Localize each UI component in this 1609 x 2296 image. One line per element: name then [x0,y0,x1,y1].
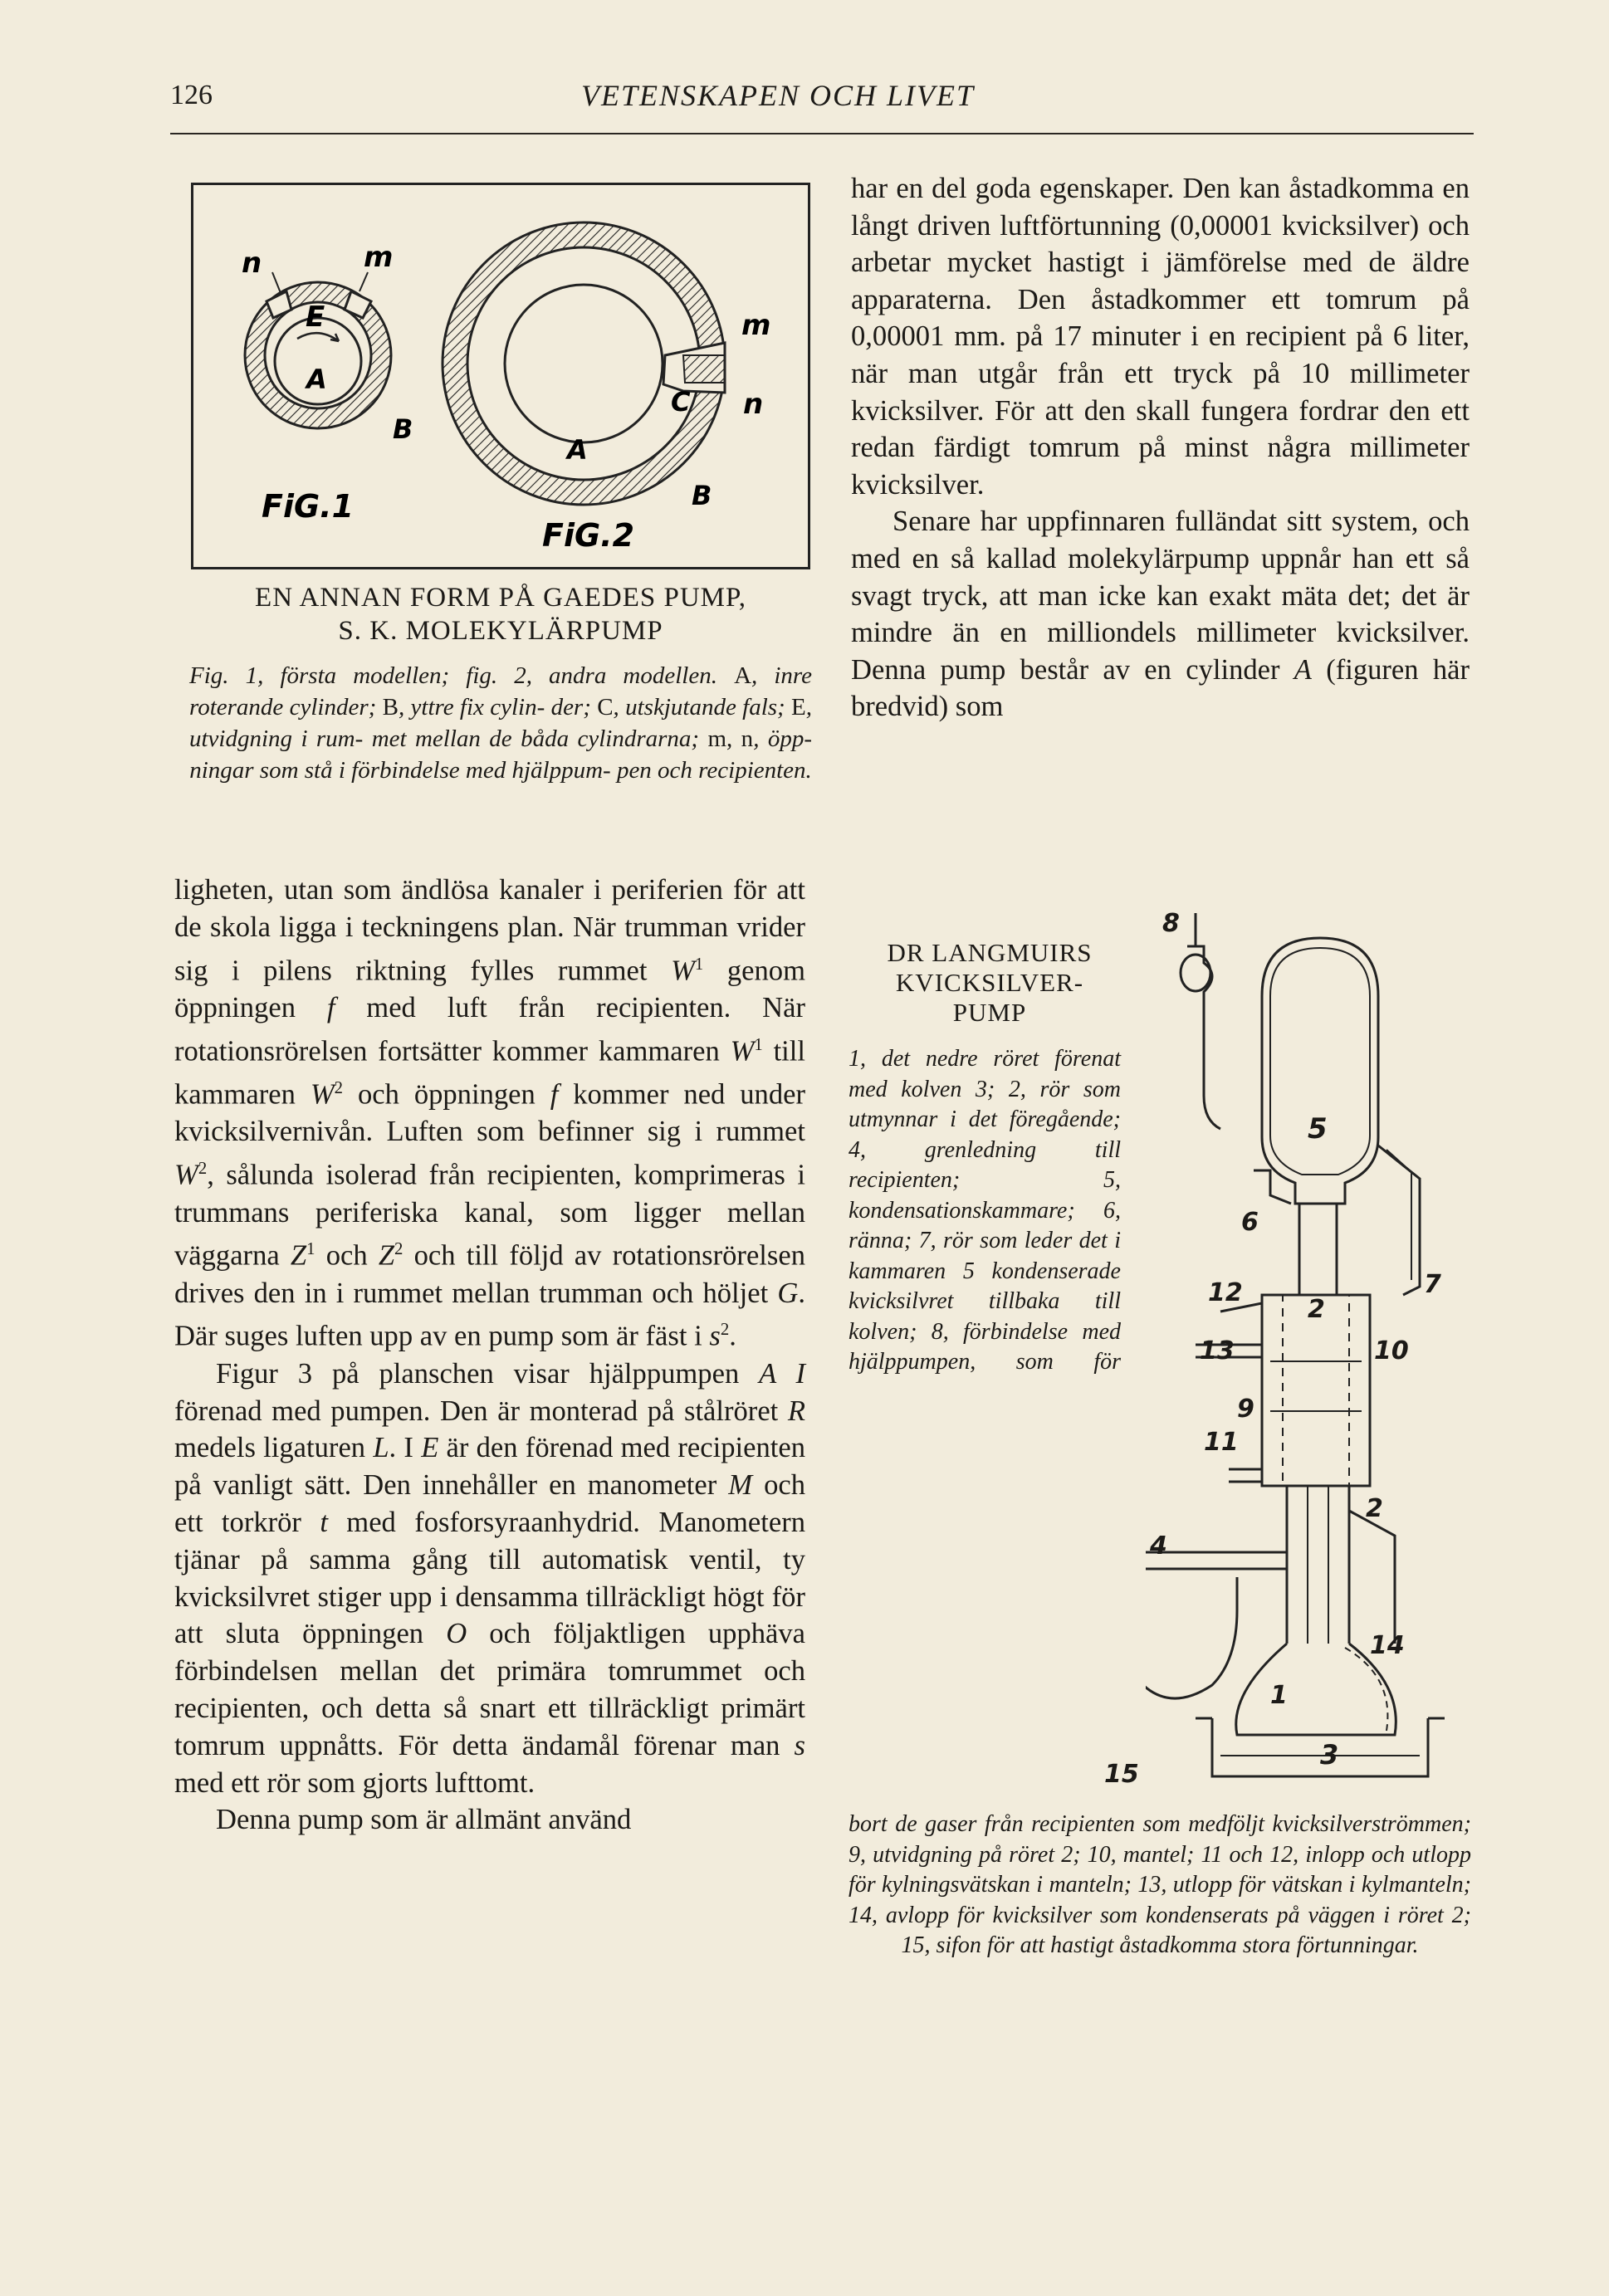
text-run: och ett torkrör [174,1469,805,1538]
header-rule [170,133,1474,134]
caption-line: , öpp- [753,725,812,752]
caption-line: der; [550,694,598,721]
pump-label-3: 3 [1320,1739,1339,1771]
pump-label-2-lower: 2 [1366,1494,1383,1523]
pump-figure-title [849,938,1131,1028]
text-run: och öppningen [343,1078,550,1111]
text-run: Senare har uppfinnaren fulländat sitt system, och med en så kallad molekylärpump uppnår han ett så svagt tryck, att man icke kan exakt mäta det; det är mindre än en milliondels millimeter kvicksilver. Denna pump består av en cylinder [851,506,1470,686]
paragraph: har en del goda egenskaper. Den kan åstadkomma en långt driven luftförtunning (0,00001 kvicksilver) och arbetar mycket hastigt i jämförelse med de äldre apparaterna. Den åstadkommer ett tomrum på 0,00001 mm. på 17 minuter i en recipient på 6 liter, när man utgår från ett tryck på 10 millimeter kvicksilver. För att den skall fungera fordrar den ett redan färdigt tomrum på minst några millimeter kvicksilver. [851,173,1470,501]
caption-var: C [597,694,614,721]
text-run: är den förenad med recipienten på vanligt sätt. Den innehåller en manometer [174,1432,805,1502]
caption-title-line-2: S. K. MOLEKYLÄRPUMP [338,616,663,646]
fig2-caption-label: FiG.2 [542,517,635,554]
fig1-label-n: n [242,247,262,280]
variable: f [326,991,335,1023]
pump-label-1: 1 [1270,1681,1288,1710]
pump-label-15: 15 [1104,1760,1139,1789]
fig1-drawing [245,272,391,428]
fig2-label-a: A [567,434,588,466]
pump-label-4: 4 [1150,1531,1167,1561]
paragraph [851,503,1470,725]
caption-var: m, n [707,725,754,752]
superscript: 1 [306,1240,315,1259]
text-run: ligheten, utan som ändlösa kanaler i periferien för att de skola ligga i teckningens plan. När trumman vrider sig i pilens riktning fylles rummet [174,874,805,987]
text-run: . I [389,1432,422,1464]
text-run: . [729,1320,736,1352]
text-run: till kammaren [174,1035,806,1111]
fig2-label-b: B [692,480,712,511]
superscript: 1 [754,1035,763,1054]
pump-caption-part-b: bort de gaser från recipienten som medföljt kvicksilverströmmen; 9, utvidgning på röret 2; 10, mantel; 11 och 12, inlopp och utlopp för kylningsvätskan i manteln; 13, utlopp för vätskan i kylmanteln; 14, avlopp för kvicksilver som kondenserats på väggen i röret 2; 15, sifon för att hastigt åstadkomma stora förtunningar. [849,1811,1471,1958]
text-run: och [315,1239,379,1272]
pump-label-11: 11 [1204,1428,1239,1457]
paragraph [174,872,805,1356]
variable: E [421,1432,439,1464]
fig1-label-m: m [364,241,394,274]
text-run: med luft från recipienten. När rotationsrörelsen fortsätter kommer kammaren [174,991,806,1067]
caption-var: A [734,662,752,689]
pump-label-14: 14 [1370,1631,1405,1660]
text-run: och följaktligen upphäva förbindelsen mellan det primära tomrummet och recipienten, och detta så snart ett tillräckligt primärt tomrum uppnåtts. För detta ändamål förenar man [174,1618,806,1761]
variable: O [446,1618,467,1650]
pump-title-line: DR LANGMUIRS [887,938,1093,967]
caption-title-line-1: EN ANNAN FORM PÅ GAEDES PUMP, [255,583,746,613]
fig2-label-n: n [743,388,764,421]
caption-line: met mellan de båda cylindrarna; [371,725,708,752]
pump-title-line: KVICKSILVER- [895,968,1084,997]
fig1-label-e: E [306,300,325,334]
variable: L [373,1432,389,1464]
text-run: genom öppningen [174,955,805,1023]
pump-label-8: 8 [1162,909,1180,938]
caption-line: pen och recipienten. [616,757,812,784]
caption-var: B [382,694,399,721]
paragraph [174,1356,805,1802]
page-number: 126 [170,80,213,110]
text-run: Figur 3 på planschen visar hjälppumpen [216,1357,760,1390]
text-run: , sålunda isolerad från recipienten, komprimeras i trummans periferiska kanal, som ligger mellan väggarna [174,1159,805,1272]
pump-label-5: 5 [1308,1112,1328,1146]
caption-line: Fig. 1, första modellen; fig. 2, andra modellen. [189,662,717,689]
variable: f [550,1078,559,1111]
variable: t [320,1506,328,1538]
variable: A [1294,653,1312,686]
fig2-label-m: m [741,309,771,342]
text-run: medels ligaturen [174,1432,374,1464]
pump-title-line: PUMP [952,998,1027,1027]
variable: W [310,1078,335,1111]
text-run: med ett rör som gjorts lufttomt. [174,1766,536,1799]
variable: Z [378,1239,395,1272]
pump-caption-part-a: 1, det nedre röret förenat med kolven 3; 2, rör som utmynnar i det föregående; 4, grenledning till recipienten; 5, kondensationskammare; 6, ränna; 7, rör som leder det i kammaren 5 kondenserade kvicksilvret tillbaka till kolven; 8, förbindelse med hjälppumpen, som för [849,1046,1121,1375]
gaede-pump-figure [191,183,810,569]
text-run: med fosforsyraanhydrid. Manometern tjänar på samma gång till automatisk ventil, ty kvicksilvret stiger upp i densamma tillräckligt högt för att sluta öppningen [174,1506,805,1650]
caption-line: ningar som stå i förbindelse med hjälppum- [189,757,611,784]
variable: s [709,1320,721,1352]
pump-label-12: 12 [1208,1278,1243,1307]
superscript: 2 [720,1321,730,1340]
variable: W [671,955,695,987]
text-run: . Där suges luften upp av en pump som är fäst i [174,1277,805,1352]
superscript: 2 [334,1079,344,1098]
pump-label-layer [1104,896,1494,1793]
fig1-label-b: B [393,413,413,445]
variable: G [777,1277,799,1309]
variable: W [730,1035,755,1067]
text-run: kommer ned under kvicksilvernivån. Luften som befinner sig i rummet [174,1078,806,1148]
figure-caption-text [189,660,812,786]
text-run: förenad med pumpen. Den är monterad på stålröret [174,1395,788,1427]
variable: W [174,1159,198,1191]
paragraph: Denna pump som är allmänt använd [216,1804,632,1836]
caption-line: , utskjutande fals; [613,694,792,721]
pump-label-10: 10 [1374,1336,1409,1365]
caption-line: , inre roterande cylinder; [189,662,813,721]
left-column-bottom-text [174,872,805,1839]
pump-label-9: 9 [1237,1395,1254,1424]
variable: M [728,1469,753,1502]
text-run: (figuren här bredvid) som [851,653,1470,723]
fig1-caption-label: FiG.1 [262,488,355,525]
caption-var: E [791,694,806,721]
fig1-label-a: A [306,364,327,395]
superscript: 1 [694,955,704,974]
pump-label-2-upper: 2 [1308,1295,1325,1324]
caption-line: , yttre fix cylin- [398,694,545,721]
right-column-top-text [851,170,1470,725]
text-run: och till följd av rotationsrörelsen drives den in i rummet mellan trumman och höljet [174,1239,805,1309]
pump-label-6: 6 [1241,1208,1259,1237]
variable: s [794,1729,805,1761]
running-title: VETENSKAPEN OCH LIVET [581,79,976,112]
superscript: 2 [394,1240,403,1259]
pump-label-13: 13 [1200,1336,1235,1365]
pump-label-7: 7 [1424,1270,1441,1299]
variable: A I [759,1357,805,1390]
caption-line: , utvidgning i rum- [189,694,812,752]
variable: Z [290,1239,307,1272]
superscript: 2 [198,1160,208,1179]
fig2-label-c: C [671,386,691,418]
variable: R [787,1395,805,1427]
figure-caption-title [189,581,812,647]
